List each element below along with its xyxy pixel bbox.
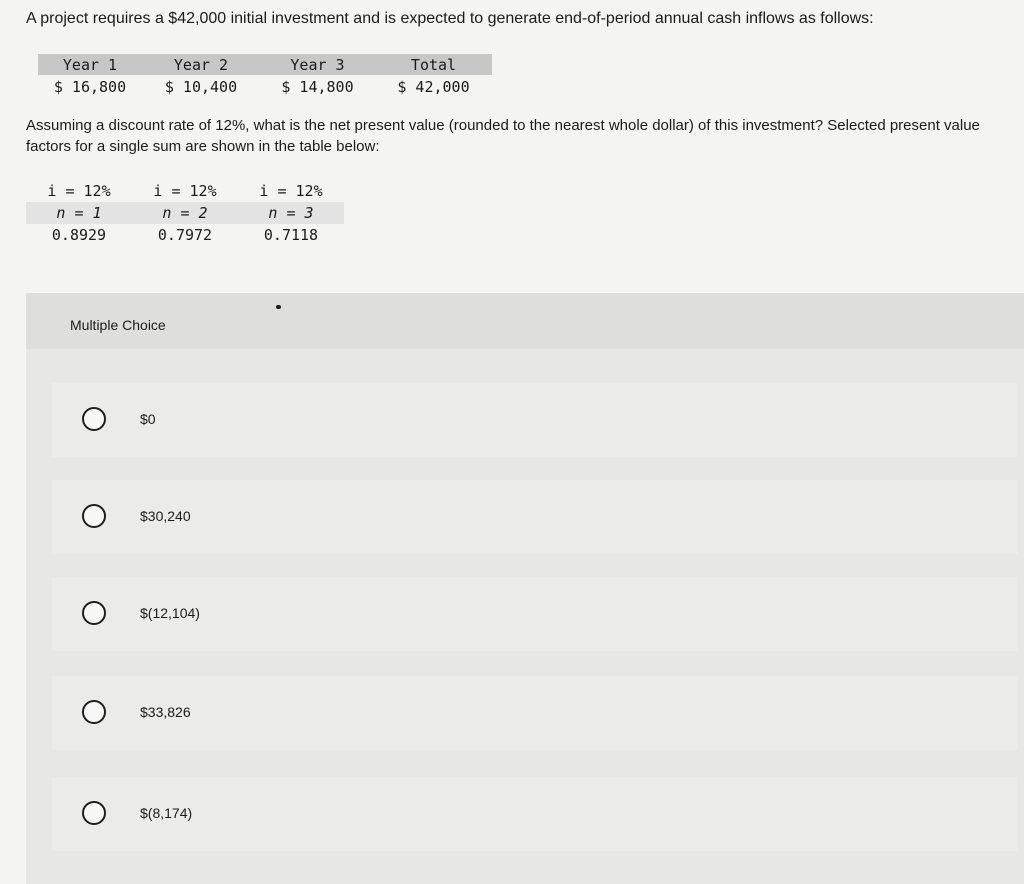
period-row xyxy=(26,202,344,224)
choice-option-1[interactable] xyxy=(52,383,1018,457)
choice-option-2[interactable] xyxy=(52,480,1018,554)
choice-option-4[interactable] xyxy=(52,676,1018,750)
total-value: $ 42,000 xyxy=(397,78,470,96)
year-3-header: Year 3 xyxy=(260,54,375,75)
choice-label: $(8,174) xyxy=(140,805,193,821)
cash-flow-header-row xyxy=(38,54,492,75)
radio-button[interactable] xyxy=(82,801,106,825)
radio-button[interactable] xyxy=(82,601,106,625)
question-text: A project requires a $42,000 initial investment and is expected to generate end-of-period annual cash inflows as follows: xyxy=(26,10,874,27)
multiple-choice-header xyxy=(26,293,1024,349)
choice-label: $33,826 xyxy=(140,704,191,720)
choice-label: $(12,104) xyxy=(140,605,200,621)
radio-button[interactable] xyxy=(82,504,106,528)
period-cell: n = 2 xyxy=(132,202,238,224)
year-1-header: Year 1 xyxy=(38,54,142,75)
cash-flow-value-row xyxy=(38,75,492,99)
factor-cell: 0.8929 xyxy=(51,226,107,244)
bullet-mark xyxy=(276,305,281,309)
radio-button[interactable] xyxy=(82,407,106,431)
choice-option-3[interactable] xyxy=(52,577,1018,651)
rate-cell: i = 12% xyxy=(153,182,217,200)
radio-button[interactable] xyxy=(82,700,106,724)
rate-row xyxy=(26,180,344,202)
year-2-header: Year 2 xyxy=(142,54,260,75)
total-header: Total xyxy=(375,54,492,75)
year-3-value: $ 14,800 xyxy=(281,78,354,96)
year-2-value: $ 10,400 xyxy=(164,78,238,96)
factor-cell: 0.7972 xyxy=(157,226,213,244)
factor-row xyxy=(26,224,344,246)
period-cell: n = 3 xyxy=(238,202,344,224)
cash-flow-table xyxy=(38,54,492,99)
multiple-choice-label: Multiple Choice xyxy=(70,317,166,333)
year-1-value: $ 16,800 xyxy=(53,78,127,96)
factor-cell: 0.7118 xyxy=(263,226,319,244)
rate-cell: i = 12% xyxy=(259,182,323,200)
rate-cell: i = 12% xyxy=(47,182,111,200)
prompt-text: Assuming a discount rate of 12%, what is the net present value (rounded to the nearest whole dollar) of this investment? Selected present value factors for a single sum are shown in the table below: xyxy=(26,117,980,155)
pv-factor-table xyxy=(26,180,344,246)
period-cell: n = 1 xyxy=(26,202,132,224)
choice-label: $30,240 xyxy=(140,508,191,524)
choice-option-5[interactable] xyxy=(52,777,1018,851)
choice-label: $0 xyxy=(140,411,156,427)
multiple-choice-panel xyxy=(26,293,1024,884)
